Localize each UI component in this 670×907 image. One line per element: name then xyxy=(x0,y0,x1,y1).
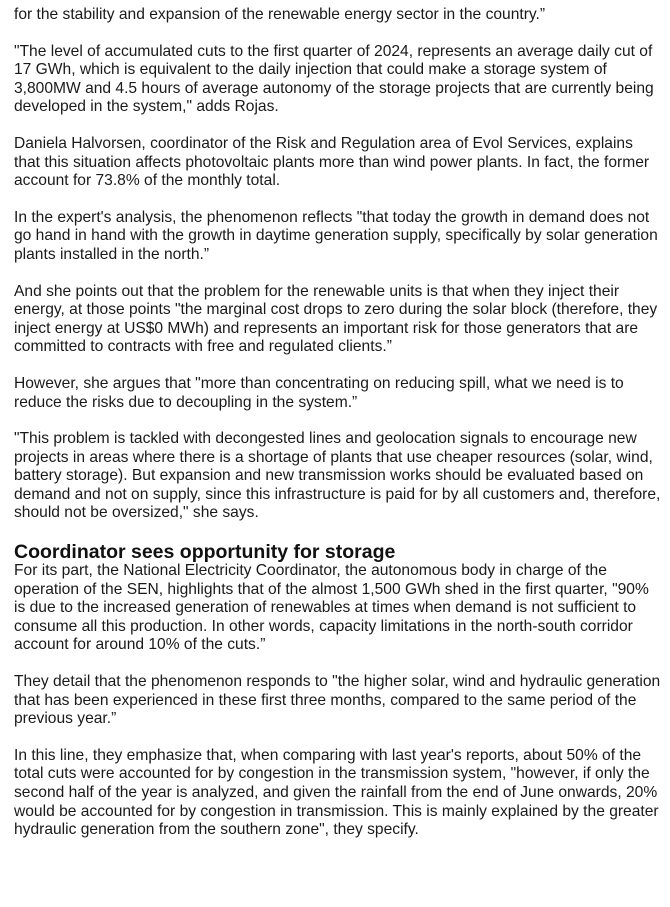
paragraph-rojas-quote: "The level of accumulated cuts to the first quarter of 2024, represents an average daily cut of 17 GWh, which is equivalent to the daily injection that could make a storage system of 3,800MW and 4.5 hours of average autonomy of the storage projects that are currently being developed in the system," adds Rojas. xyxy=(14,42,654,116)
paragraph-halvorsen-intro: Daniela Halvorsen, coordinator of the Risk and Regulation area of Evol Services, explains that this situation affects photovoltaic plants more than wind power plants. In fact, the former account for 73.8% of the monthly total. xyxy=(14,134,650,190)
paragraph-decoupling-risk: However, she argues that "more than concentrating on reducing spill, what we need is to reduce the risks due to decoupling in the system.” xyxy=(14,374,624,411)
paragraph-marginal-cost: And she points out that the problem for the renewable units is that when they inject their energy, at those points "the marginal cost drops to zero during the solar block (therefore, they inject energy at US$0 MWh) and represents an important risk for those generators that are committed to contracts with free and regulated clients.” xyxy=(14,282,658,356)
paragraph-stability-closing: for the stability and expansion of the renewable energy sector in the country.” xyxy=(14,6,546,23)
paragraph-expert-analysis: In the expert's analysis, the phenomenon reflects "that today the growth in demand does not go hand in hand with the growth in daytime generation supply, specifically by solar generation plants installed in the north.” xyxy=(14,208,658,263)
article-body xyxy=(14,6,662,858)
paragraph-phenomenon-detail: They detail that the phenomenon responds to "the higher solar, wind and hydraulic generation that has been experienced in these first three months, compared to the same period of the previous year.” xyxy=(14,673,661,728)
section-heading: Coordinator sees opportunity for storage xyxy=(14,541,396,564)
paragraph-transmission-works: "This problem is tackled with decongested lines and geolocation signals to encourage new projects in areas where there is a shortage of plants that use cheaper resources (solar, wind, battery storage). But expansion and new transmission works should be evaluated based on demand and not on supply, since this infrastructure is paid for by all customers and, therefore, should not be oversized," she says. xyxy=(14,430,661,522)
paragraph-coordinator-highlights: For its part, the National Electricity Coordinator, the autonomous body in charge of the operation of the SEN, highlights that of the almost 1,500 GWh shed in the first quarter, "90% is due to the increased generation of renewables at times when demand is not sufficient to consume all this production. In other words, capacity limitations in the north-south corridor account for around 10% of the cuts.” xyxy=(14,562,649,654)
paragraph-congestion-comparison: In this line, they emphasize that, when comparing with last year's reports, about 50% of the total cuts were accounted for by congestion in the transmission system, "however, if only the second half of the year is analyzed, and given the rainfall from the end of June onwards, 20% would be accounted for by congestion in transmission. This is mainly explained by the greater hydraulic generation from the southern zone", they specify. xyxy=(14,746,659,839)
